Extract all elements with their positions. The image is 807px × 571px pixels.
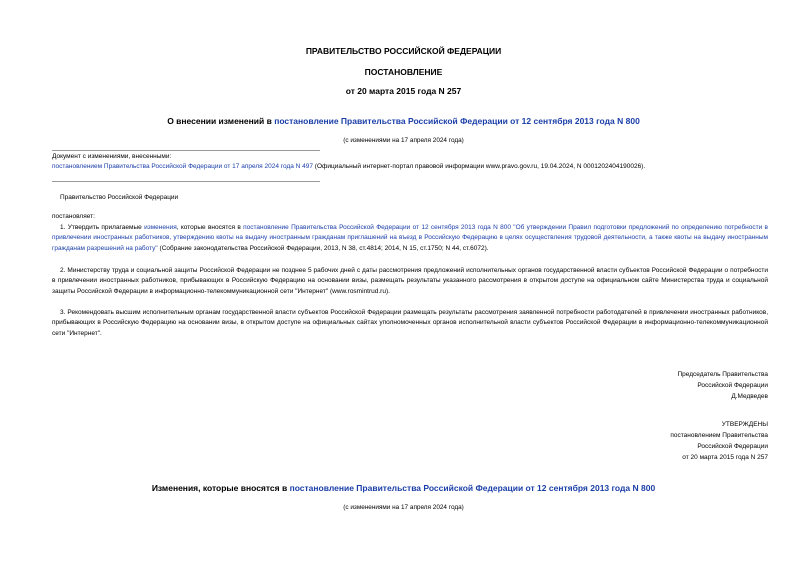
changes-title — [0, 483, 807, 493]
changes-title-prefix: Изменения, которые вносятся в — [151, 483, 290, 493]
approved-line-4: от 20 марта 2015 года N 257 — [682, 454, 768, 461]
changes-title-link[interactable]: постановление Правительства Российской Федерации от 12 сентября 2013 года N 800 — [289, 483, 656, 493]
changes-box — [52, 152, 772, 172]
paragraph-1 — [52, 223, 768, 254]
signature-block — [677, 369, 768, 402]
title-revision: (с изменениями на 17 апреля 2024 года) — [343, 137, 464, 144]
divider-bottom — [52, 181, 320, 182]
signature-line-3: Д.Медведев — [731, 393, 768, 400]
changes-label: Документ с изменениями, внесенными: — [52, 153, 172, 160]
approved-line-1: УТВЕРЖДЕНЫ — [721, 421, 768, 428]
title-link[interactable]: постановление Правительства Российской Федерации от 12 сентября 2013 года N 800 — [274, 116, 640, 126]
signature-line-1: Председатель Правительства — [677, 371, 768, 378]
changes-text — [52, 162, 772, 172]
doc-type-heading: ПОСТАНОВЛЕНИЕ — [364, 67, 443, 77]
signature-line-2: Российской Федерации — [697, 382, 768, 389]
changes-rest: (Официальный интернет-портал правовой информации www.pravo.gov.ru, 19.04.2024, N 0001202404190026). — [313, 163, 646, 170]
changes-title-revision: (с изменениями на 17 апреля 2024 года) — [343, 504, 464, 511]
changes-link[interactable]: постановлением Правительства Российской Федерации от 17 апреля 2024 года N 497 — [52, 163, 313, 170]
date-number-heading: от 20 марта 2015 года N 257 — [345, 86, 462, 96]
p1-c: (Собрание законодательства Российской Федерации, 2013, N 38, ст.4814; 2014, N 15, ст.1750; N 44, ст.6072). — [157, 244, 489, 252]
paragraph-2 — [52, 266, 768, 297]
p3-text: 3. Рекомендовать высшим исполнительным органам государственной власти субъектов Российской Федерации размещать результаты рассмотрения заявленной потребности работодателей в привлечении иностранных работников, прибывающих в Российскую Федерацию на основании визы, в открытом доступе на официальных сайтах уполномоченных органов исполнительной власти субъектов Российской Федерации в информационно-телекоммуникационной сети "Интернет". — [52, 309, 768, 337]
p2-text: 2. Министерству труда и социальной защиты Российской Федерации не позднее 5 рабочих дней с даты рассмотрения предложений исполнительных органов государственной власти субъектов Российской Федерации о потребности в привлечении иностранных работников, прибывающих в Российскую Федерацию на основании визы, размещать результаты указанного рассмотрения в открытом доступе на официальном сайте Министерства труда и социальной защиты Российской Федерации в информационно-телекоммуникационной сети "Интернет" (www.rosmintrud.ru). — [52, 267, 768, 295]
body-government: Правительство Российской Федерации — [60, 194, 179, 201]
document-title — [0, 116, 807, 126]
divider-top — [52, 150, 320, 151]
approved-block — [670, 419, 768, 463]
p1-changes-link[interactable]: изменения — [144, 224, 177, 231]
p1-resolution-link[interactable]: постановление Правительства Российской Федерации от 12 сентября 2013 года N 800 "Об утверждении Правил подготовки предложений по определению потребности в привлечении иностранных работников, утверждению квоты на выдачу иностранным гражданам приглашений на въезд в Российскую Федерацию в целях осуществления трудовой деятельности, а также квоты на выдачу иностранным гражданам разрешений на работу" — [52, 224, 768, 252]
government-heading: ПРАВИТЕЛЬСТВО РОССИЙСКОЙ ФЕДЕРАЦИИ — [305, 46, 502, 56]
paragraph-3 — [52, 308, 768, 339]
body-resolves: постановляет: — [52, 213, 95, 220]
p1-b: , которые вносятся в — [176, 224, 244, 231]
approved-line-2: постановлением Правительства — [670, 432, 768, 439]
p1-a: 1. Утвердить прилагаемые — [60, 224, 145, 231]
title-prefix: О внесении изменений в — [167, 116, 275, 126]
approved-line-3: Российской Федерации — [697, 443, 768, 450]
